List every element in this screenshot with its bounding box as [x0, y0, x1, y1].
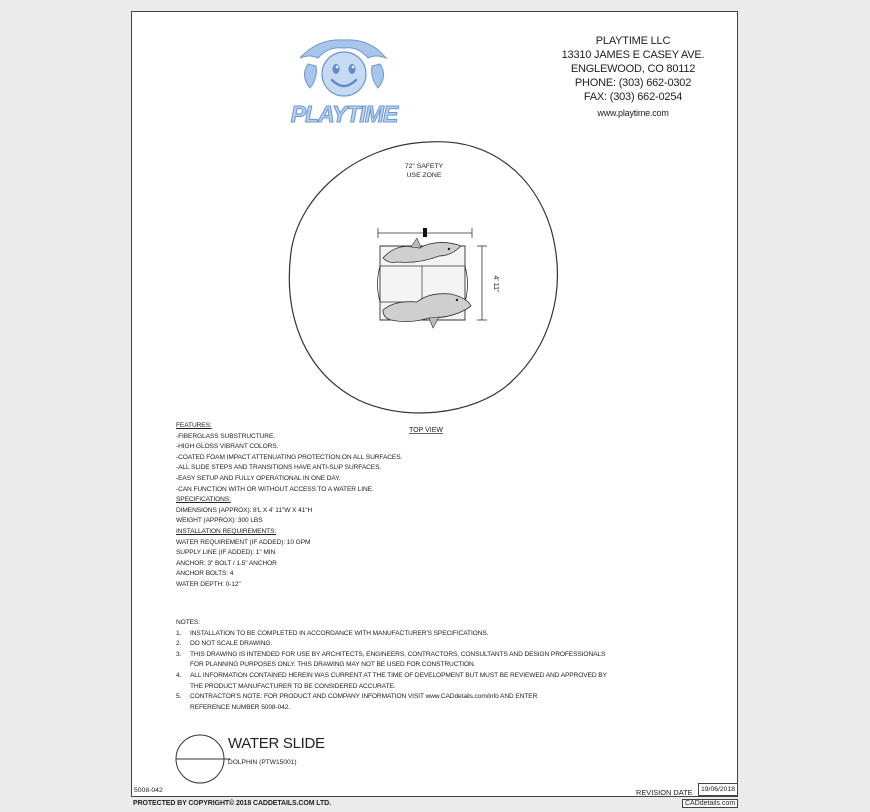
company-fax: FAX: (303) 662-0254 — [583, 91, 683, 103]
top-view-label: TOP VIEW — [409, 427, 443, 434]
feature-item: -COATED FOAM IMPACT ATTENUATING PROTECTION ON ALL SURFACES. — [176, 453, 403, 461]
zone-label-line2: USE ZONE — [406, 172, 442, 179]
feature-item: -FIBERGLASS SUBSTRUCTURE. — [176, 432, 275, 440]
svg-text:PLAYTIME: PLAYTIME — [290, 101, 398, 127]
drawing-subtitle: DOLPHIN (PTW15001) — [228, 759, 297, 766]
install-item: WATER REQUIREMENT (IF ADDED): 10 GPM — [176, 538, 311, 546]
specifications-heading: SPECIFICATIONS: — [176, 496, 231, 504]
reference-number: 5008-042 — [134, 787, 163, 794]
install-item: ANCHOR BOLTS: 4 — [176, 570, 234, 578]
drawing-title: WATER SLIDE — [228, 735, 325, 752]
feature-item: -HIGH GLOSS VIBRANT COLORS. — [176, 443, 279, 451]
notes-block — [176, 618, 607, 713]
company-city: ENGLEWOOD, CO 80112 — [570, 63, 696, 75]
note-item: 1. INSTALLATION TO BE COMPLETED IN ACCORDANCE WITH MANUFACTURER'S SPECIFICATIONS. — [176, 629, 489, 637]
feature-item: -CAN FUNCTION WITH OR WITHOUT ACCESS TO A WATER LINE. — [176, 485, 374, 493]
company-website: www.playtime.com — [597, 108, 669, 118]
footer-divider — [131, 796, 738, 797]
note-item-continued: FOR PLANNING PURPOSES ONLY. THIS DRAWING MAY NOT BE USED FOR CONSTRUCTION. — [190, 661, 476, 669]
company-address: 13310 JAMES E CASEY AVE. — [561, 49, 705, 61]
note-item-continued: REFERENCE NUMBER 5008-042. — [190, 703, 291, 711]
install-item: WATER DEPTH: 0-12" — [176, 580, 241, 588]
installation-heading: INSTALLATION REQUIREMENTS: — [176, 527, 277, 535]
features-block — [176, 421, 402, 591]
company-info — [528, 34, 738, 120]
company-name: PLAYTIME LLC — [595, 35, 671, 47]
spec-item: DIMENSIONS (APPROX): 8'L X 4' 11"W X 41"H — [176, 506, 313, 514]
install-item: ANCHOR: 3" BOLT / 1.5" ANCHOR — [176, 559, 277, 567]
copyright-notice: PROTECTED BY COPYRIGHT© 2018 CADDETAILS.COM LTD. — [133, 800, 331, 807]
feature-item: -EASY SETUP AND FULLY OPERATIONAL IN ONE DAY. — [176, 474, 341, 482]
drawing-sheet — [131, 11, 738, 797]
notes-heading: NOTES: — [176, 619, 200, 626]
caddetails-link[interactable]: CADdetails.com — [682, 799, 738, 808]
width-dimension-mark — [423, 228, 427, 237]
height-dimension-label: 4' 11" — [492, 275, 499, 293]
revision-date-label: REVISION DATE — [636, 788, 693, 797]
features-heading: FEATURES: — [176, 422, 212, 429]
note-item-continued: THE PRODUCT MANUFACTURER TO BE CONSIDERED ACCURATE. — [190, 682, 396, 690]
title-symbol — [174, 731, 230, 792]
company-phone: PHONE: (303) 662-0302 — [574, 77, 692, 89]
note-item: 3. THIS DRAWING IS INTENDED FOR USE BY ARCHITECTS, ENGINEERS, CONTRACTORS, CONSULTANTS AND DESIGN PROFESSIONALS — [176, 650, 606, 658]
revision-date-value: 19/06/2018 — [698, 783, 738, 796]
feature-item: -ALL SLIDE STEPS AND TRANSITIONS HAVE ANTI-SLIP SURFACES. — [176, 464, 382, 472]
note-item: 4. ALL INFORMATION CONTAINED HEREIN WAS CURRENT AT THE TIME OF DEVELOPMENT BUT MUST BE REVIEWED AND APPROVED BY — [176, 671, 607, 679]
install-item: SUPPLY LINE (IF ADDED): 1" MIN — [176, 549, 276, 557]
note-item: 2. DO NOT SCALE DRAWING. — [176, 640, 273, 648]
top-view-drawing — [279, 134, 579, 439]
zone-label-line1: 72" SAFETY — [404, 163, 444, 170]
note-item: 5. CONTRACTOR'S NOTE: FOR PRODUCT AND COMPANY INFORMATION VISIT www.CADdetails.com/info AND ENTER — [176, 693, 538, 701]
spec-item: WEIGHT (APPROX): 300 LBS — [176, 517, 263, 525]
playtime-logo — [278, 36, 410, 133]
